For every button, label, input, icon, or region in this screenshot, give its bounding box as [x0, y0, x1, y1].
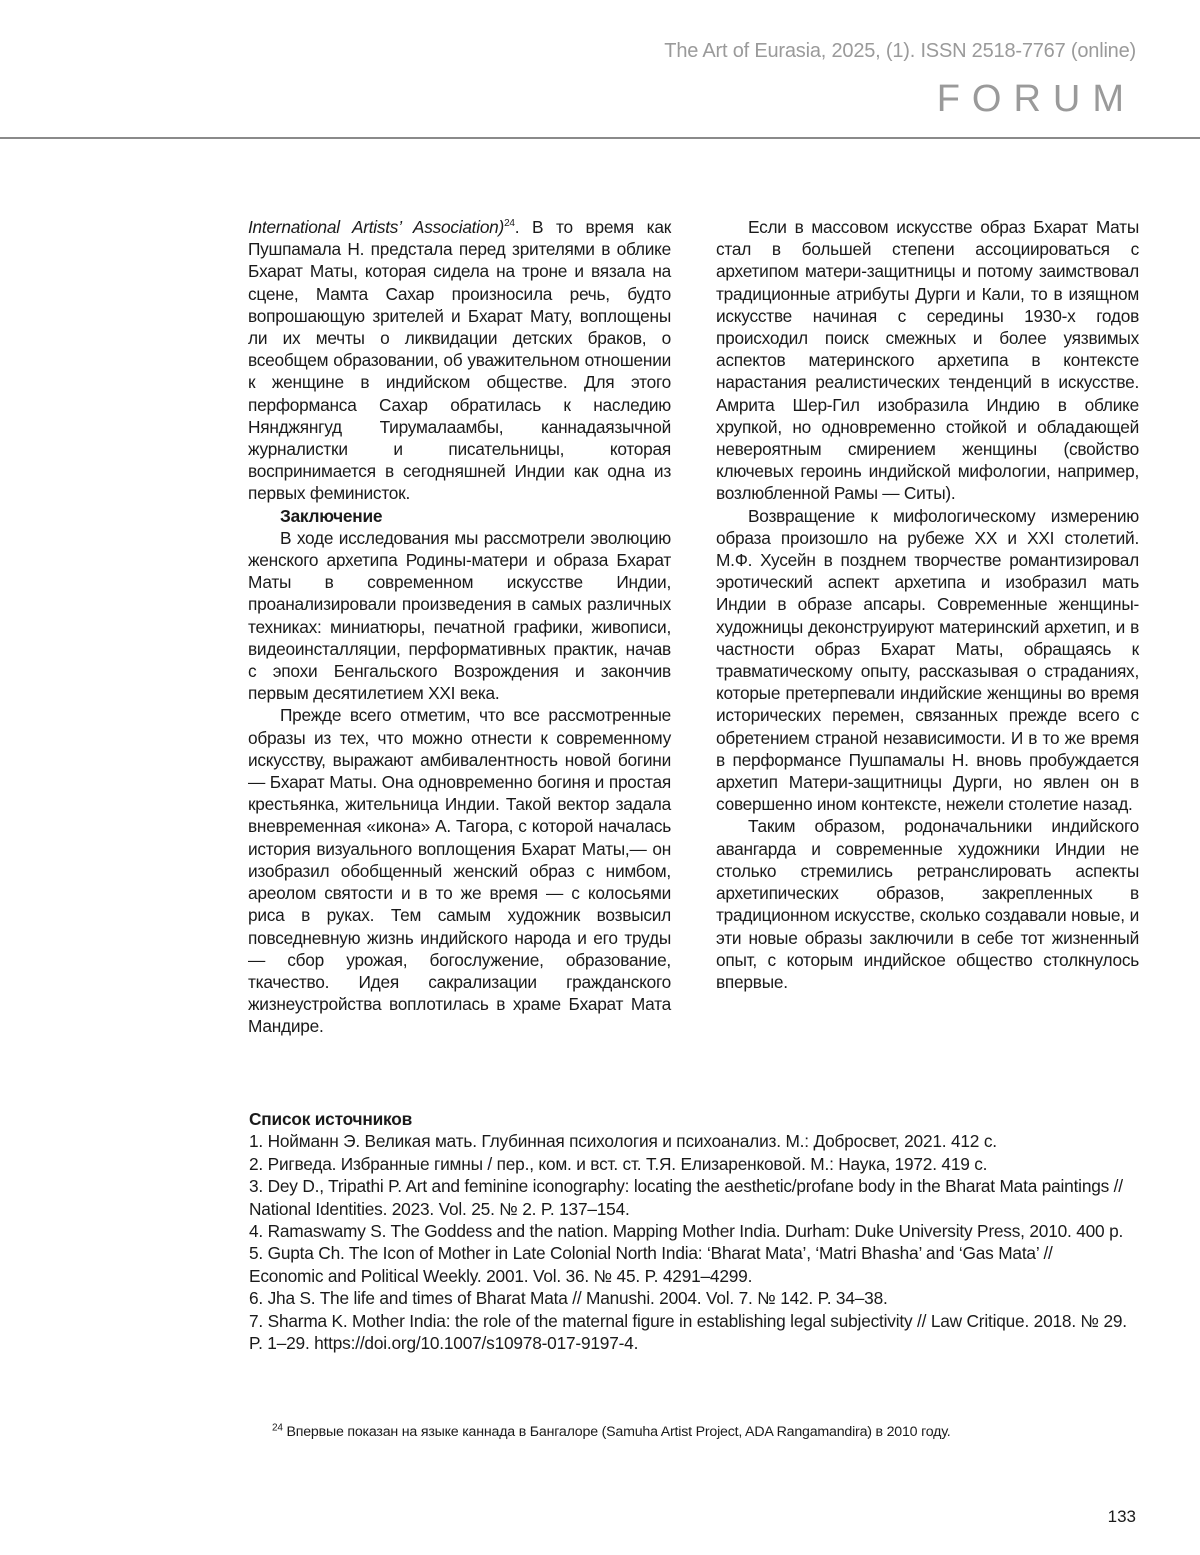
conclusion-paragraph-2: Прежде всего отметим, что все рассмотренные образы из тех, что можно отнести к современному искусству, выражают амбивалентность новой богини — Бхарат Маты. Она одновременно богиня и простая крестьянка, жительница Индии. Такой вектор задала вневременная «икона» А. Тагора, с которой началась история визуального воплощения Бхарат Маты,— он изобразил обобщенный женский образ с нимбом, ареолом святости и в то же время — с колосьями риса в руках. Тем самым художник возвысил повседневную жизнь индийского народа и его труды — сбор урожая, богослужение, образование, ткачество. Идея сакрализации гражданского жизнеустройства воплотилась в храме Бхарат Мата Мандире.	[248, 705, 671, 1037]
section-label: FORUM	[936, 78, 1136, 120]
reference-item: 1. Нойманн Э. Великая мать. Глубинная психология и психоанализ. М.: Добросвет, 2021. 412 с.	[249, 1131, 997, 1152]
references-list	[249, 1130, 1129, 1354]
footnote-number: 24	[272, 1422, 283, 1434]
references-title: Список источников	[249, 1109, 413, 1129]
conclusion-paragraph-1: В ходе исследования мы рассмотрели эволюцию женского архетипа Родины-матери и образа Бхарат Маты в современном искусстве Индии, проанализировали произведения в самых различных техниках: миниатюры, печатной графики, живописи, видеоинсталляции, перформативных практик, начав с эпохи Бенгальского Возрождения и закончив первым десятилетием XXI века.	[248, 527, 671, 704]
footnote-text: Впервые показан на языке каннада в Бангалоре (Samuha Artist Project, ADA Rangamandira) в 2010 году.	[286, 1424, 951, 1440]
reference-item: 6. Jha S. The life and times of Bharat Mata // Manushi. 2004. Vol. 7. № 142. P. 34–38.	[249, 1288, 888, 1309]
right-paragraph-2: Возвращение к мифологическому измерению образа произошло на рубеже XX и XXI столетий. М.Ф. Хусейн в позднем творчестве романтизировал эротический аспект архетипа и изобразил мать Индии в образе апсары. Современные женщины-художницы деконструируют материнский архетип, и в частности образ Бхарат Маты, обращаясь к травматическому опыту, рассказывая о страданиях, которые претерпевали индийские женщины во время исторических перемен, связанных прежде всего с обретением страной независимости. И в то же время в перформансе Пушпамалы Н. вновь пробуждается архетип Матери-защитницы Дурги, но явлен он в совершенно ином контексте, нежели столетие назад.	[716, 505, 1139, 815]
reference-item: 3. Dey D., Tripathi P. Art and feminine iconography: locating the aesthetic/profane body in the Bharat Mata paintings // National Identities. 2023. Vol. 25. № 2. P. 137–154.	[249, 1176, 1123, 1219]
left-column	[248, 216, 671, 1038]
references-section	[249, 1108, 1129, 1354]
reference-item: 5. Gupta Ch. The Icon of Mother in Late Colonial North India: ‘Bharat Mata’, ‘Matri Bhasha’ and ‘Gas Mata’ // Economic and Political Weekly. 2001. Vol. 36. № 45. P. 4291–4299.	[249, 1243, 1053, 1286]
right-paragraph-1: Если в массовом искусстве образ Бхарат Маты стал в большей степени ассоциироваться с архетипом матери-защитницы и потому заимствовал традиционные атрибуты Дурги и Кали, то в изящном искусстве начиная с середины 1930-х годов происходил поиск смежных и более уязвимых аспектов материнского архетипа в контексте нарастания реалистических тенденций в искусстве. Амрита Шер-Гил изобразила Индию в облике хрупкой, но одновременно стойкой и обладающей невероятным смирением женщины (свойство ключевых героинь индийской мифологии, например, возлюбленной Рамы — Ситы).	[716, 217, 1139, 504]
intro-text: . В то время как Пушпамала Н. предстала перед зрителями в облике Бхарат Маты, которая сидела на троне и вязала на сцене, Мамта Сахар произносила речь, будто вопрошающую зрителей и Бхарат Мату, воплощены ли их мечты о ликвидации детских браков, о всеобщем образовании, об уважительном отношении к женщине в индийском обществе. Для этого перформанса Сахар обратилась к наследию Нянджянгуд Тирумалаамбы, каннадаязычной журналистки и писательницы, которая воспринимается в сегодняшней Индии как одна из первых феминисток.	[248, 217, 672, 504]
conclusion-heading: Заключение	[280, 505, 383, 526]
reference-item: 2. Ригведа. Избранные гимны / пер., ком. и вст. ст. Т.Я. Елизаренковой. М.: Наука, 1972. 419 с.	[249, 1153, 988, 1174]
footnote	[272, 1424, 950, 1440]
intro-paragraph	[248, 216, 671, 505]
right-column	[716, 216, 1139, 993]
journal-citation: The Art of Eurasia, 2025, (1). ISSN 2518-7767 (online)	[664, 40, 1136, 62]
page-number: 133	[1107, 1507, 1136, 1526]
right-paragraph-3: Таким образом, родоначальники индийского авангарда и современные художники Индии не столько стремились ретранслировать аспекты архетипических образов, закрепленных в традиционном искусстве, сколько создавали новые, и эти новые образы заключили в себе тот жизненный опыт, с которым индийское общество столкнулось впервые.	[716, 816, 1139, 992]
footnote-ref[interactable]: 24	[504, 218, 515, 230]
intro-italic: International Artists’ Association)	[248, 217, 505, 237]
reference-item: 4. Ramaswamy S. The Goddess and the nation. Mapping Mother India. Durham: Duke University Press, 2010. 400 p.	[249, 1221, 1124, 1242]
reference-item[interactable]: 7. Sharma K. Mother India: the role of the maternal figure in establishing legal subjectivity // Law Critique. 2018. № 29. P. 1–29. https://doi.org/10.1007/s10978-017-9197-4.	[249, 1310, 1127, 1354]
header-divider	[0, 137, 1200, 139]
